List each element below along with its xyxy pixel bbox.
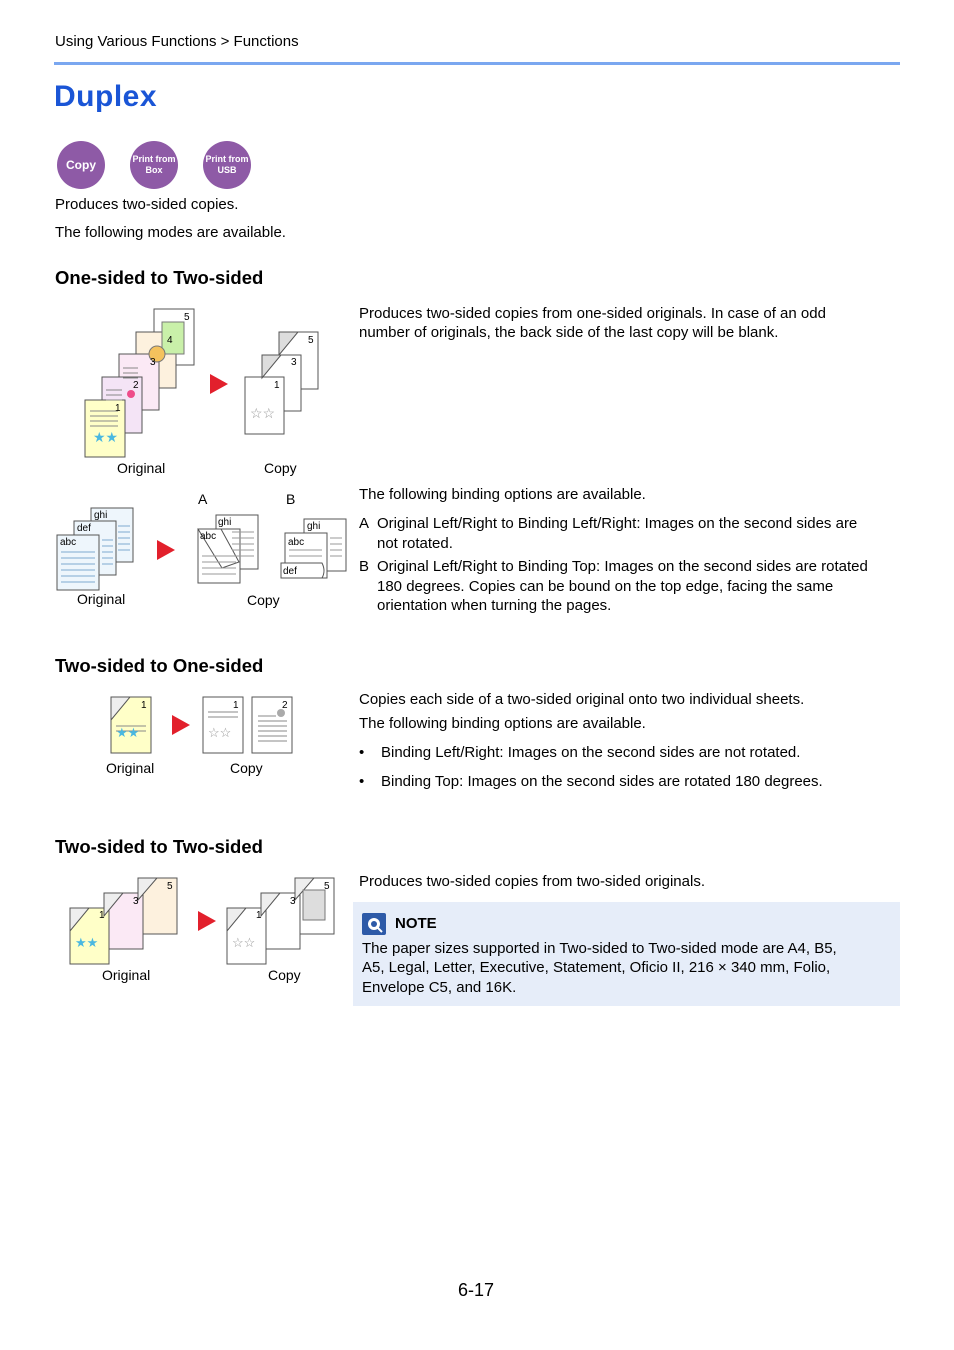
print-from-usb-badge: Print from USB [203, 141, 251, 189]
page-title: Duplex [54, 80, 158, 113]
page-number: 6-17 [458, 1280, 495, 1300]
note-label: NOTE [395, 915, 437, 932]
page-number-3: 3 [133, 896, 139, 907]
page-number-1: 1 [115, 403, 121, 414]
star-icon: ★★ [75, 935, 99, 950]
page-number-1: 1 [99, 910, 105, 921]
breadcrumb: Using Various Functions > Functions [55, 33, 299, 50]
sample-text-def: def [283, 566, 297, 577]
figure-label-a: A [198, 491, 208, 507]
page-number-4: 4 [167, 335, 173, 346]
section-2-description: Copies each side of a two-sided original onto two individual sheets. [359, 691, 805, 708]
section-heading-one-to-two: One-sided to Two-sided [55, 267, 264, 288]
figure-label-copy: Copy [230, 760, 263, 776]
sample-text-ghi: ghi [94, 510, 108, 521]
star-icon: ★★ [116, 725, 140, 740]
sample-text-abc: abc [60, 537, 77, 548]
note-text: The paper sizes supported in Two-sided to Two-sided mode are A4, B5, A5, Legal, Letter, Executive, Statement, Oficio II, 216 × 340 mm, Folio, Envelope C5, and 16K. [362, 940, 837, 996]
copy-number-5: 5 [308, 335, 314, 346]
copy-number-1: 1 [274, 380, 280, 391]
note-icon [362, 913, 386, 935]
page-number-1: 1 [233, 700, 239, 711]
star-icon: ★★ [93, 429, 119, 445]
page-number-5: 5 [167, 881, 173, 892]
page-number-2: 2 [133, 380, 139, 391]
list-item: • Binding Left/Right: Images on the second sides are not rotated. [359, 744, 801, 761]
print-from-box-badge: Print from Box [130, 141, 178, 189]
figure-label-original: Original [117, 460, 166, 476]
page-number-1: 1 [141, 700, 147, 711]
page-number-5: 5 [184, 312, 190, 323]
figure-label-copy: Copy [247, 592, 280, 608]
section-1-description-1: Produces two-sided copies from one-sided originals. In case of an odd [359, 305, 826, 322]
section-heading-two-to-two: Two-sided to Two-sided [55, 836, 263, 857]
figure-label-b: B [286, 491, 296, 507]
figure-label-original: Original [102, 967, 151, 983]
copy-number-3: 3 [291, 357, 297, 368]
section-heading-two-to-one: Two-sided to One-sided [55, 655, 264, 676]
binding-option-b: B Original Left/Right to Binding Top: Images on the second sides are rotated 180 degrees. Copies can be bound on the top edge, facing the same orientation when turning the pages. [359, 558, 868, 614]
figure-label-copy: Copy [264, 460, 297, 476]
sample-text-ghi: ghi [307, 521, 321, 532]
copy-number-3: 3 [290, 896, 296, 907]
arrow-icon [198, 911, 216, 931]
star-icon: ☆☆ [208, 725, 232, 740]
page-number-2: 2 [282, 700, 288, 711]
copy-badge: Copy [57, 141, 105, 189]
star-icon: ☆☆ [232, 935, 256, 950]
copy-number-1: 1 [256, 910, 262, 921]
sample-text-ghi: ghi [218, 517, 232, 528]
sample-text-abc: abc [288, 537, 305, 548]
binding-options-intro: The following binding options are available. [359, 486, 646, 503]
figure-label-original: Original [106, 760, 155, 776]
intro-line-2: The following modes are available. [55, 224, 286, 241]
sample-text-abc: abc [200, 531, 217, 542]
intro-line-1: Produces two-sided copies. [55, 196, 239, 213]
figure-label-original: Original [77, 591, 126, 607]
binding-option-a: A Original Left/Right to Binding Left/Right: Images on the second sides are not rotated. [359, 515, 858, 552]
list-item: • Binding Top: Images on the second sides are rotated 180 degrees. [359, 773, 823, 790]
section-1-description-2: number of originals, the back side of the last copy will be blank. [359, 324, 779, 341]
section-2-binding-intro: The following binding options are available. [359, 715, 646, 732]
section-3-description: Produces two-sided copies from two-sided originals. [359, 873, 705, 890]
figure-label-copy: Copy [268, 967, 301, 983]
copy-number-5: 5 [324, 881, 330, 892]
page-number-3: 3 [150, 357, 156, 368]
star-icon: ☆☆ [250, 405, 276, 421]
sample-text-def: def [77, 523, 91, 534]
